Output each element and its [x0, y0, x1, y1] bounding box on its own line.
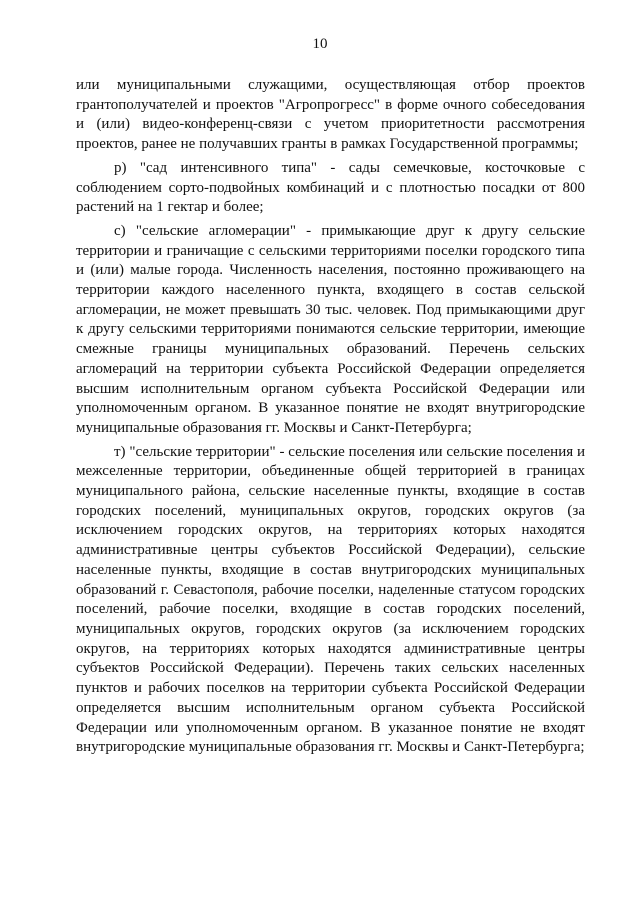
paragraph-r: р) "сад интенсивного типа" - сады семечковые, косточковые с соблюдением сорто-подвойных комбинаций и с плотностью посадки от 800 растений на 1 гектар и более;: [76, 159, 585, 216]
page-content: [76, 76, 585, 762]
paragraph-continuation: или муниципальными служащими, осуществляющая отбор проектов грантополучателей и проектов "Агропрогресс" в форме очного собеседования и (или) видео-конференц-связи с учетом приоритетности рассмотрения проектов, ранее не получавших гранты в рамках Государственной программы;: [76, 77, 585, 153]
paragraph-s: с) "сельские агломерации" - примыкающие друг к другу сельские территории и граничащие с сельскими территориями поселки городского типа и (или) малые города. Численность населения, постоянно проживающего на территории каждого населенного пункта, входящего в состав сельской агломерации, не может превышать 30 тыс. человек. Под примыкающими друг к другу сельскими территориями понимаются сельские территории, имеющие смежные границы муниципальных образований. Перечень сельских агломераций на территории субъекта Российской Федерации определяется высшим исполнительным органом субъекта Российской Федерации или уполномоченным органом. В указанное понятие не входят внутригородские муниципальные образования гг. Москвы и Санкт-Петербурга;: [76, 222, 585, 436]
page-number: 10: [312, 36, 328, 52]
paragraph-t: т) "сельские территории" - сельские поселения или сельские поселения и межселенные территории, объединенные общей территорией в границах муниципального района, сельские населенные пункты, входящие в состав городских поселений, муниципальных округов, городских округов (за исключением городских округов, на территориях которых находятся административные центры субъектов Российской Федерации), сельские населенные пункты, входящие в состав внутригородских муниципальных образований г. Севастополя, рабочие поселки, наделенные статусом городских поселений, рабочие поселки, входящие в состав городских поселений, муниципальных округов, городских округов (за исключением городских округов, на территориях которых находятся административные центры субъектов Российской Федерации). Перечень таких сельских населенных пунктов и рабочих поселков на территории субъекта Российской Федерации определяется высшим исполнительным органом субъекта Российской Федерации или уполномоченным органом. В указанное понятие не входят внутригородские муниципальные образования гг. Москвы и Санкт-Петербурга;: [76, 443, 585, 756]
